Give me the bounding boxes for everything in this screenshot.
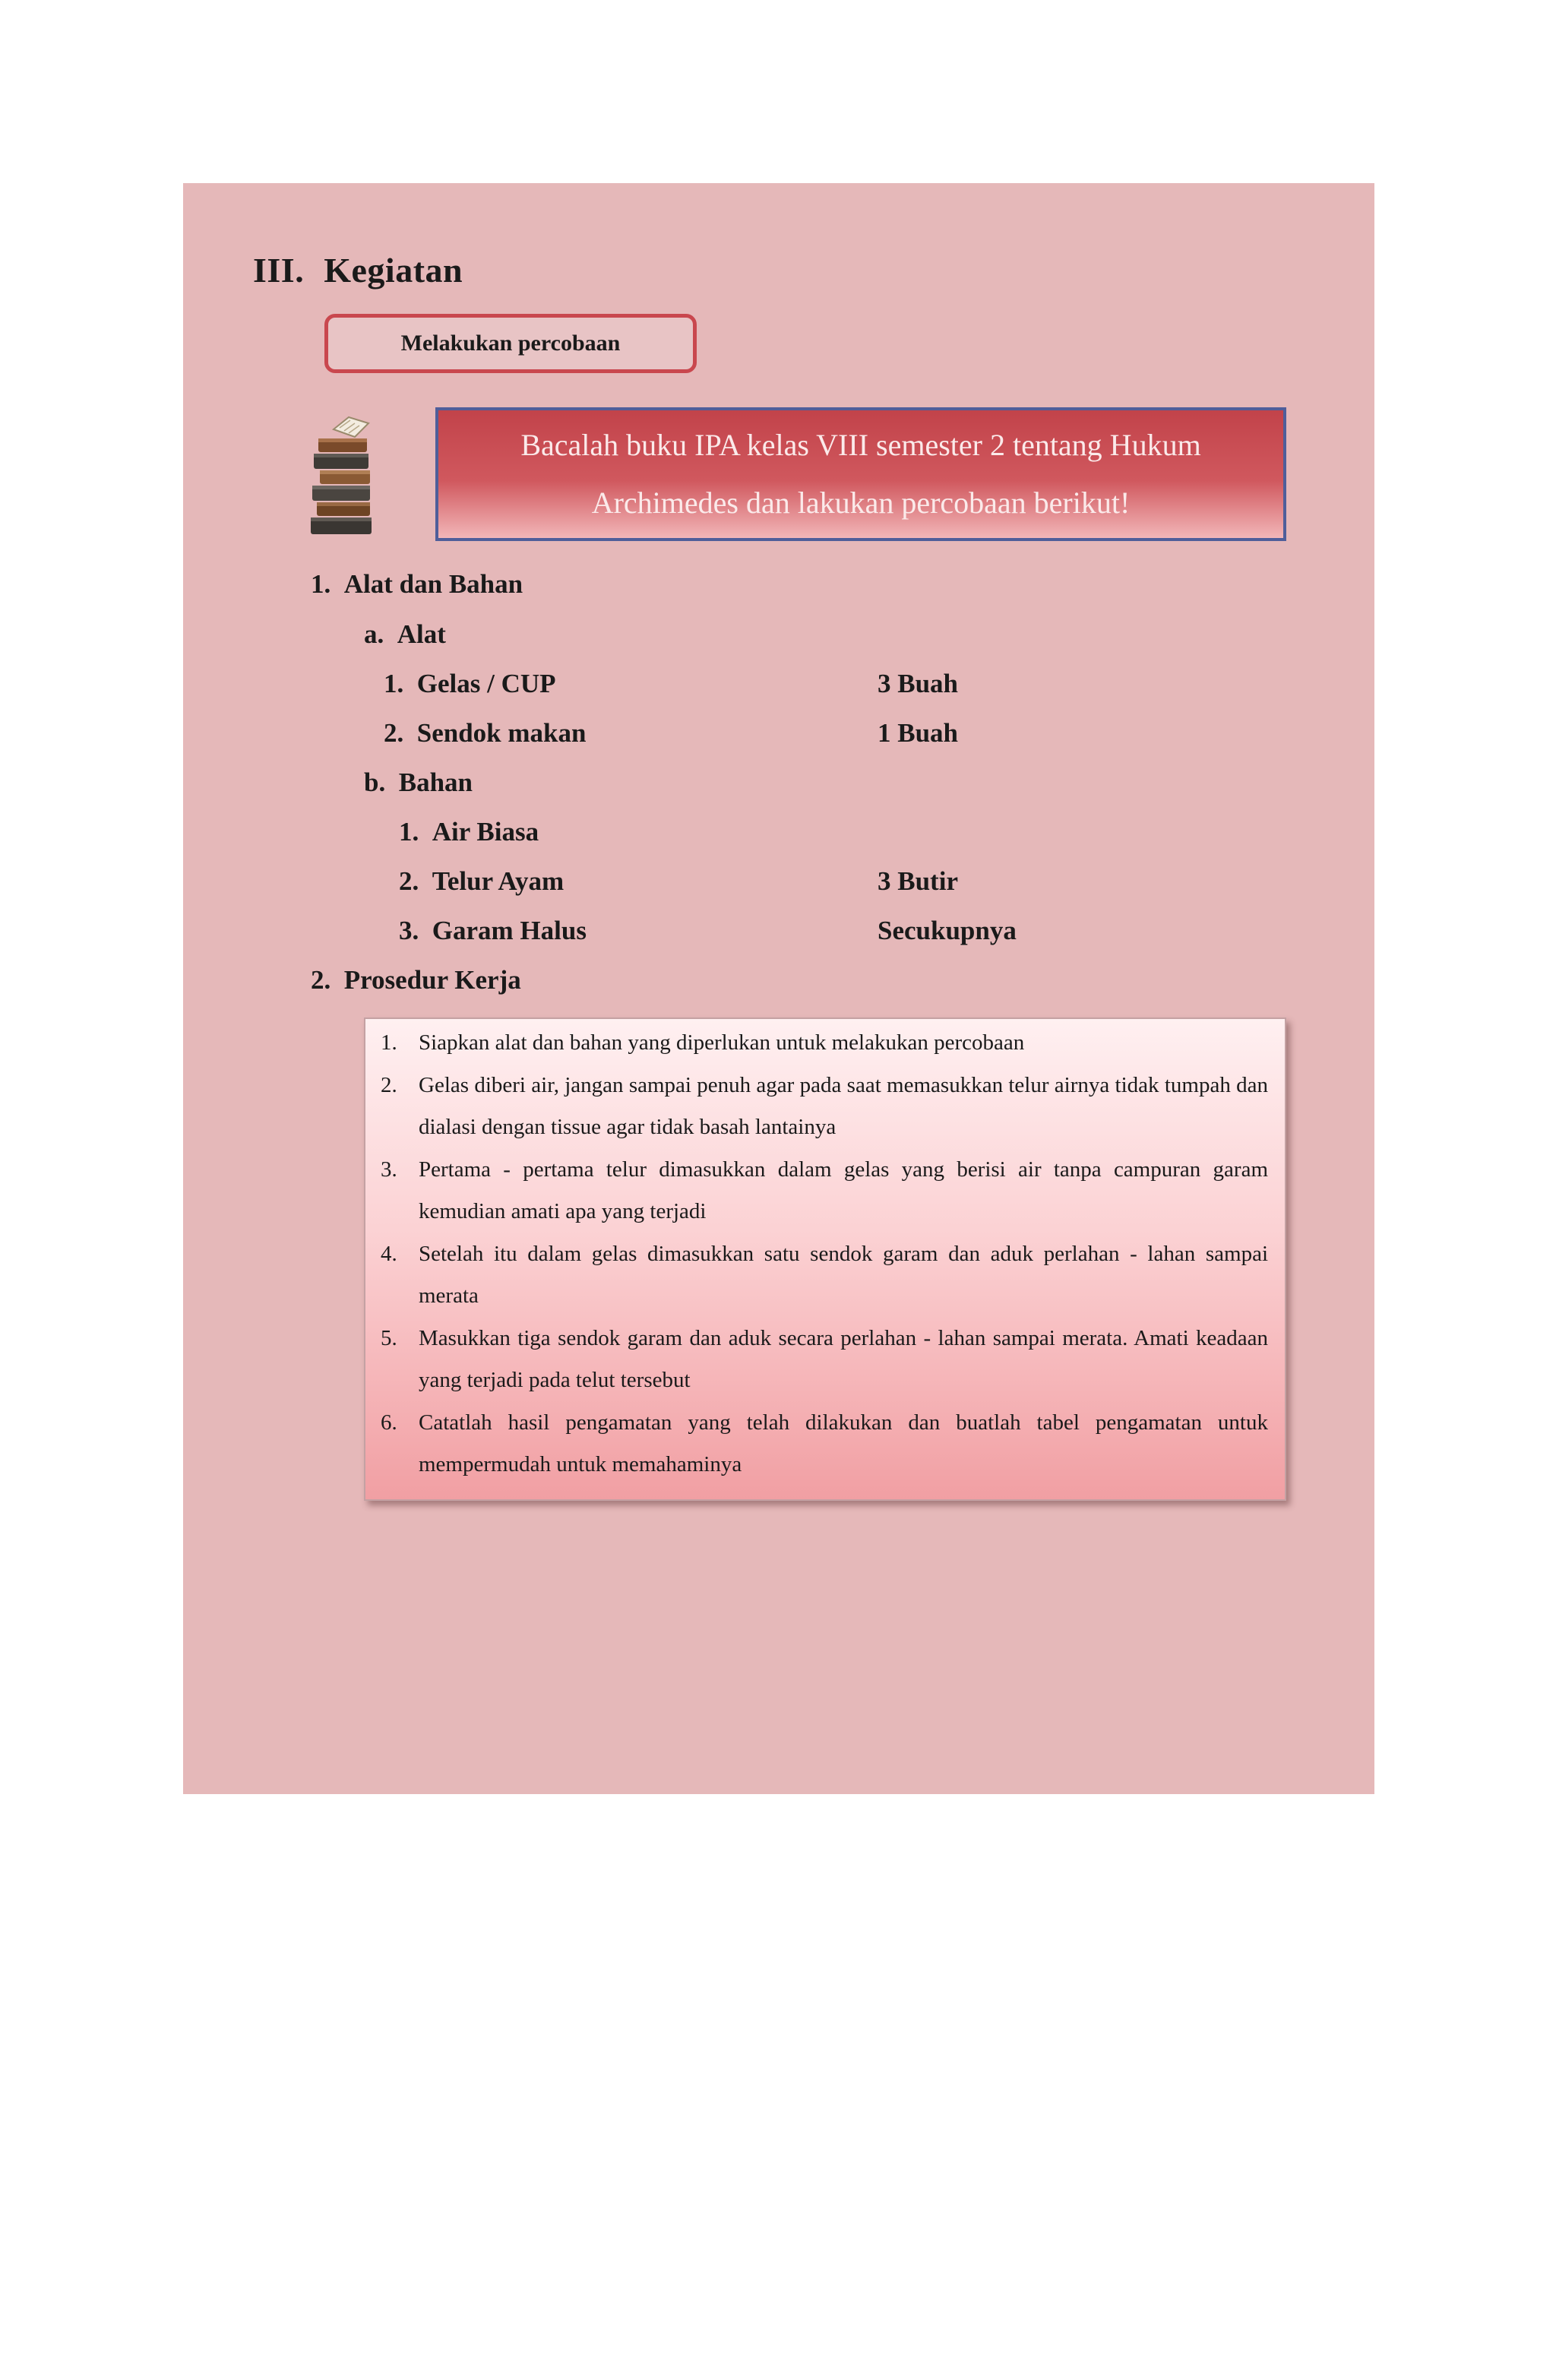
alat-item-name: Sendok makan xyxy=(416,718,587,748)
alat-item xyxy=(384,718,586,748)
bahan-item-name: Air Biasa xyxy=(432,817,539,847)
procedure-heading-label: Prosedur Kerja xyxy=(343,965,521,995)
bahan-label: Bahan xyxy=(398,767,473,797)
materials-heading xyxy=(311,569,523,600)
bahan-item-name: Telur Ayam xyxy=(432,866,565,896)
step-number: 2. xyxy=(381,1072,397,1097)
subtitle-box xyxy=(324,314,697,373)
procedure-box xyxy=(364,1018,1286,1501)
procedure-step xyxy=(381,1318,1268,1402)
step-text: Masukkan tiga sendok garam dan aduk secara perlahan - lahan sampai merata. Amati keadaan yang terjadi pada telut tersebut xyxy=(419,1325,1268,1392)
bahan-item-qty: Secukupnya xyxy=(878,916,1017,945)
alat-item-qty: 1 Buah xyxy=(878,718,959,748)
section-heading xyxy=(253,250,463,290)
step-text: Setelah itu dalam gelas dimasukkan satu sendok garam dan aduk perlahan - lahan sampai merata xyxy=(419,1241,1268,1308)
bahan-item-name: Garam Halus xyxy=(432,916,587,945)
bahan-item-number: 1. xyxy=(399,817,419,847)
procedure-heading-number: 2. xyxy=(311,965,331,995)
bahan-letter: b. xyxy=(364,767,386,797)
materials-heading-number: 1. xyxy=(311,569,331,599)
bahan-item xyxy=(399,866,564,897)
alat-item-name: Gelas / CUP xyxy=(416,669,556,698)
procedure-step xyxy=(381,1402,1268,1486)
procedure-step xyxy=(381,1022,1268,1065)
procedure-heading xyxy=(311,965,521,995)
bahan-item-qty: 3 Butir xyxy=(878,866,958,896)
alat-item-number: 1. xyxy=(384,669,404,698)
bahan-item-number: 3. xyxy=(399,916,419,945)
alat-item-number: 2. xyxy=(384,718,404,748)
bahan-item xyxy=(399,817,539,847)
stacked-books-icon xyxy=(305,413,381,542)
step-number: 4. xyxy=(381,1241,397,1266)
alat-heading xyxy=(364,619,446,650)
step-text: Catatlah hasil pengamatan yang telah dilakukan dan buatlah tabel pengamatan untuk mempermudah untuk memahaminya xyxy=(419,1410,1268,1476)
section-number: III. xyxy=(253,251,305,290)
step-number: 3. xyxy=(381,1157,397,1182)
instruction-line-2: Archimedes dan lakukan percobaan berikut! xyxy=(591,486,1131,520)
alat-item-qty: 3 Buah xyxy=(878,669,959,698)
procedure-step xyxy=(381,1233,1268,1318)
step-text: Pertama - pertama telur dimasukkan dalam gelas yang berisi air tanpa campuran garam kemudian amati apa yang terjadi xyxy=(419,1157,1268,1223)
step-number: 1. xyxy=(381,1030,397,1055)
alat-item xyxy=(384,669,556,699)
step-text: Gelas diberi air, jangan sampai penuh agar pada saat memasukkan telur airnya tidak tumpah dan dialasi dengan tissue agar tidak basah lantainya xyxy=(419,1072,1268,1139)
alat-letter: a. xyxy=(364,619,384,649)
bahan-item-number: 2. xyxy=(399,866,419,896)
subtitle-label: Melakukan percobaan xyxy=(400,331,621,356)
materials-heading-label: Alat dan Bahan xyxy=(343,569,523,599)
section-title: Kegiatan xyxy=(324,251,463,290)
procedure-step xyxy=(381,1065,1268,1149)
step-text: Siapkan alat dan bahan yang diperlukan untuk melakukan percobaan xyxy=(419,1030,1025,1055)
instruction-box xyxy=(435,407,1286,541)
bahan-heading xyxy=(364,767,473,798)
step-number: 5. xyxy=(381,1325,397,1350)
procedure-step xyxy=(381,1149,1268,1233)
instruction-line-1: Bacalah buku IPA kelas VIII semester 2 tentang Hukum xyxy=(520,428,1201,462)
step-number: 6. xyxy=(381,1410,397,1435)
worksheet-page xyxy=(183,183,1374,1794)
alat-label: Alat xyxy=(397,619,446,649)
bahan-item xyxy=(399,916,587,946)
